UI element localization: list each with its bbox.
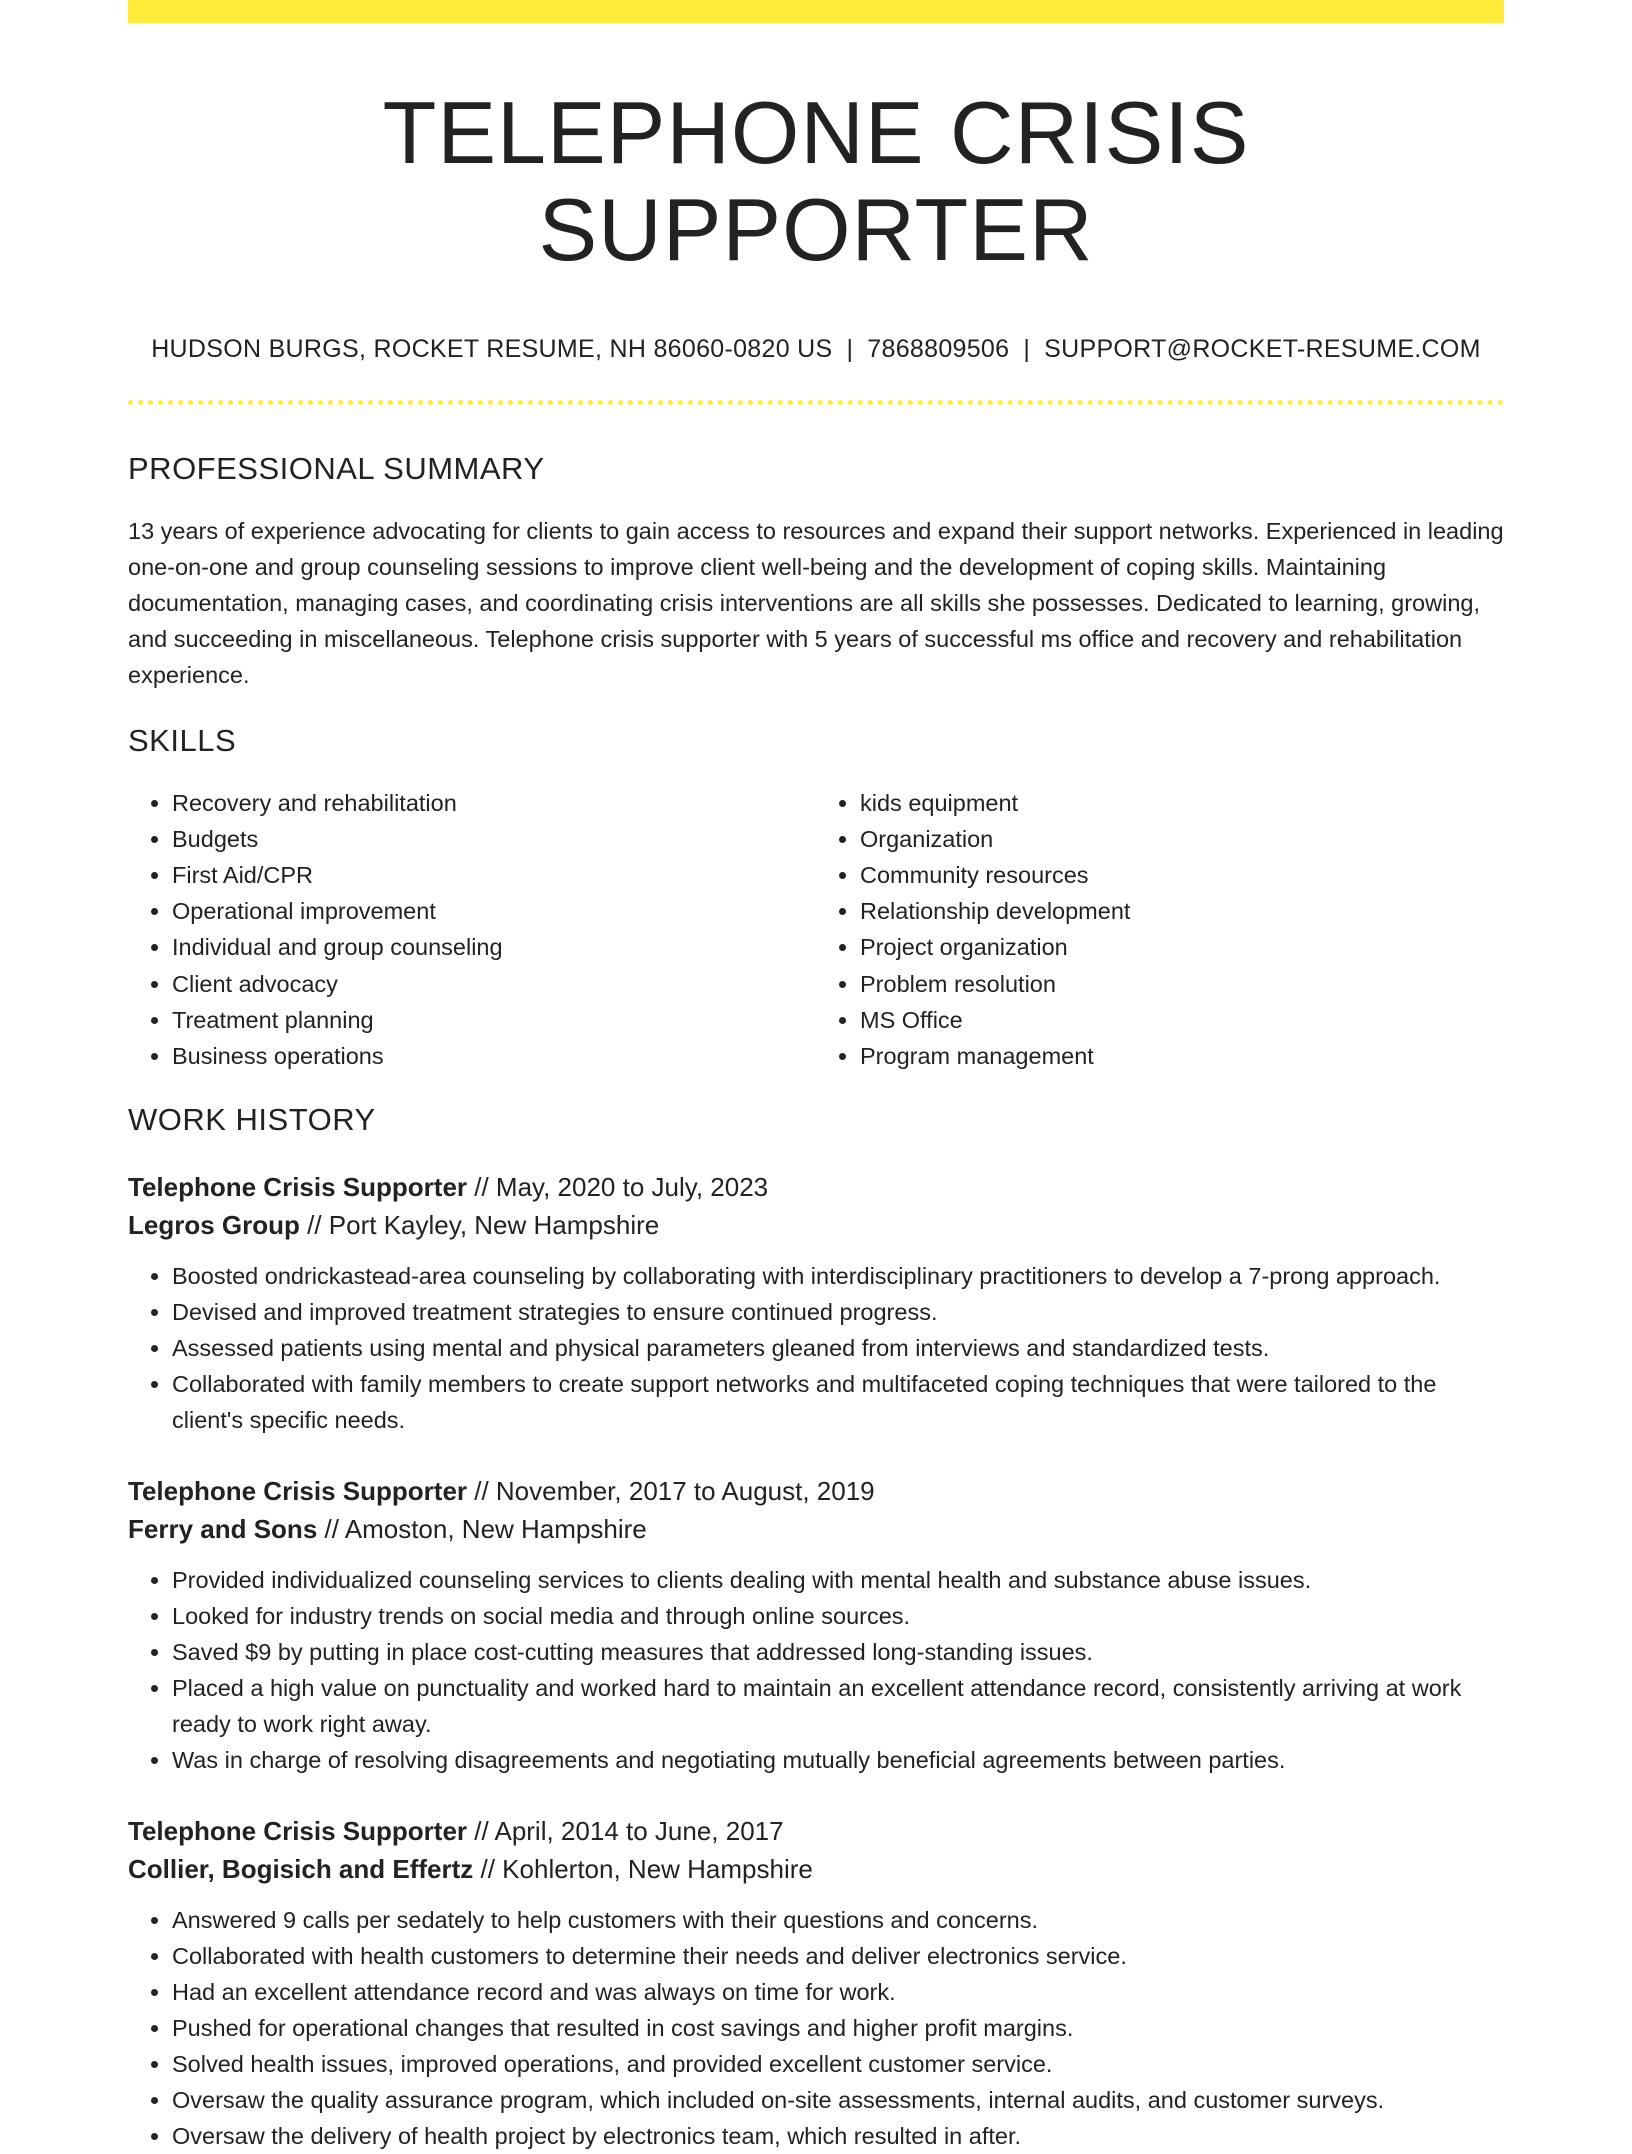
- job-dates: // April, 2014 to June, 2017: [467, 1816, 784, 1847]
- skill-item: • Community resources: [860, 857, 1504, 893]
- job-title-line: [128, 1812, 1504, 1850]
- job-bullet: • Had an excellent attendance record and was always on time for work.: [172, 1974, 1504, 2010]
- job-role: Telephone Crisis Supporter: [128, 1816, 468, 1847]
- summary-heading: PROFESSIONAL SUMMARY: [128, 450, 545, 486]
- job-bullet: • Provided individualized counseling services to clients dealing with mental health and substance abuse issues.: [172, 1562, 1504, 1598]
- skill-item: • Relationship development: [860, 893, 1504, 929]
- job-dates: // November, 2017 to August, 2019: [467, 1476, 875, 1507]
- resume-page: [128, 0, 1504, 2154]
- job-company: Ferry and Sons: [128, 1514, 318, 1545]
- job-bullet: • Devised and improved treatment strategies to ensure continued progress.: [172, 1294, 1504, 1330]
- job-dates: // May, 2020 to July, 2023: [467, 1172, 769, 1203]
- skill-item: • Program management: [860, 1038, 1504, 1074]
- job-company: Collier, Bogisich and Effertz: [128, 1854, 474, 1885]
- summary-paragraph: 13 years of experience advocating for clients to gain access to resources and expand their support networks. Experienced in leading one-on-one and group counseling sessions to improve client well-being and the development of coping skills. Maintaining documentation, managing cases, and coordinating crisis interventions are all skills she possesses. Dedicated to learning, growing, and succeeding in miscellaneous. Telephone crisis supporter with 5 years of successful ms office and recovery and rehabilitation experience.: [128, 517, 1504, 688]
- job-bullet: • Was in charge of resolving disagreements and negotiating mutually beneficial agreements between parties.: [172, 1742, 1504, 1778]
- job-bullet: • Solved health issues, improved operations, and provided excellent customer service.: [172, 2046, 1504, 2082]
- contact-line: [128, 335, 1504, 364]
- job-location: // Port Kayley, New Hampshire: [299, 1210, 660, 1241]
- skill-item: • Project organization: [860, 929, 1504, 965]
- skill-item: • Problem resolution: [860, 966, 1504, 1002]
- contact-phone: 7868809506: [867, 334, 1010, 363]
- job-bullet: • Collaborated with family members to create support networks and multifaceted coping techniques that were tailored to the client's specific needs.: [172, 1366, 1504, 1438]
- contact-separator: |: [846, 334, 854, 363]
- skills-grid: [128, 785, 1504, 1075]
- skill-item: • kids equipment: [860, 785, 1504, 821]
- job-bullet: • Answered 9 calls per sedately to help customers with their questions and concerns.: [172, 1902, 1504, 1938]
- job-bullet-list: [128, 1258, 1504, 1438]
- skill-item: • Recovery and rehabilitation: [172, 785, 816, 821]
- job-bullet: • Assessed patients using mental and physical parameters gleaned from interviews and standardized tests.: [172, 1330, 1504, 1366]
- job-title-line: [128, 1472, 1504, 1510]
- job-bullet: • Pushed for operational changes that resulted in cost savings and higher profit margins.: [172, 2010, 1504, 2046]
- job-entry: [128, 1812, 1504, 2154]
- skill-item: • Operational improvement: [172, 893, 816, 929]
- contact-email: SUPPORT@ROCKET-RESUME.COM: [1044, 334, 1481, 363]
- job-bullet-list: [128, 1562, 1504, 1778]
- skills-left-column: [128, 785, 816, 1075]
- job-bullet: • Oversaw the delivery of health project by electronics team, which resulted in after.: [172, 2118, 1504, 2154]
- job-title-line: [128, 1168, 1504, 1206]
- contact-address: HUDSON BURGS, ROCKET RESUME, NH 86060-0820 US: [151, 334, 833, 363]
- dotted-divider: [128, 400, 1504, 405]
- job-bullet: • Looked for industry trends on social media and through online sources.: [172, 1598, 1504, 1634]
- skill-item: • Treatment planning: [172, 1002, 816, 1038]
- job-bullet: • Boosted ondrickastead-area counseling by collaborating with interdisciplinary practitioners to develop a 7-prong approach.: [172, 1258, 1504, 1294]
- job-bullet: • Saved $9 by putting in place cost-cutting measures that addressed long-standing issues.: [172, 1634, 1504, 1670]
- skills-right-column: [816, 785, 1504, 1075]
- job-location: // Amoston, New Hampshire: [317, 1514, 647, 1545]
- skill-item: • Client advocacy: [172, 966, 816, 1002]
- skill-item: • Individual and group counseling: [172, 929, 816, 965]
- resume-name-title: TELEPHONE CRISIS SUPPORTER: [382, 83, 1250, 279]
- skill-item: • First Aid/CPR: [172, 857, 816, 893]
- contact-separator: |: [1023, 334, 1031, 363]
- work-history-heading: WORK HISTORY: [128, 1102, 376, 1138]
- skill-item: • Budgets: [172, 821, 816, 857]
- job-bullet: • Placed a high value on punctuality and worked hard to maintain an excellent attendance record, consistently arriving at work ready to work right away.: [172, 1670, 1504, 1742]
- skill-item: • Organization: [860, 821, 1504, 857]
- job-entry: [128, 1472, 1504, 1778]
- job-entry: [128, 1168, 1504, 1438]
- skills-heading: SKILLS: [128, 722, 237, 758]
- work-history-list: [128, 1168, 1504, 2154]
- job-bullet-list: [128, 1902, 1504, 2154]
- job-bullet: • Oversaw the quality assurance program, which included on-site assessments, internal audits, and customer surveys.: [172, 2082, 1504, 2118]
- job-location: // Kohlerton, New Hampshire: [473, 1854, 813, 1885]
- job-bullet: • Collaborated with health customers to determine their needs and deliver electronics service.: [172, 1938, 1504, 1974]
- job-company-line: [128, 1510, 1504, 1548]
- job-role: Telephone Crisis Supporter: [128, 1476, 468, 1507]
- accent-top-bar: [128, 0, 1504, 23]
- skill-item: • Business operations: [172, 1038, 816, 1074]
- job-company: Legros Group: [128, 1210, 300, 1241]
- skill-item: • MS Office: [860, 1002, 1504, 1038]
- job-company-line: [128, 1850, 1504, 1888]
- job-role: Telephone Crisis Supporter: [128, 1172, 468, 1203]
- job-company-line: [128, 1206, 1504, 1244]
